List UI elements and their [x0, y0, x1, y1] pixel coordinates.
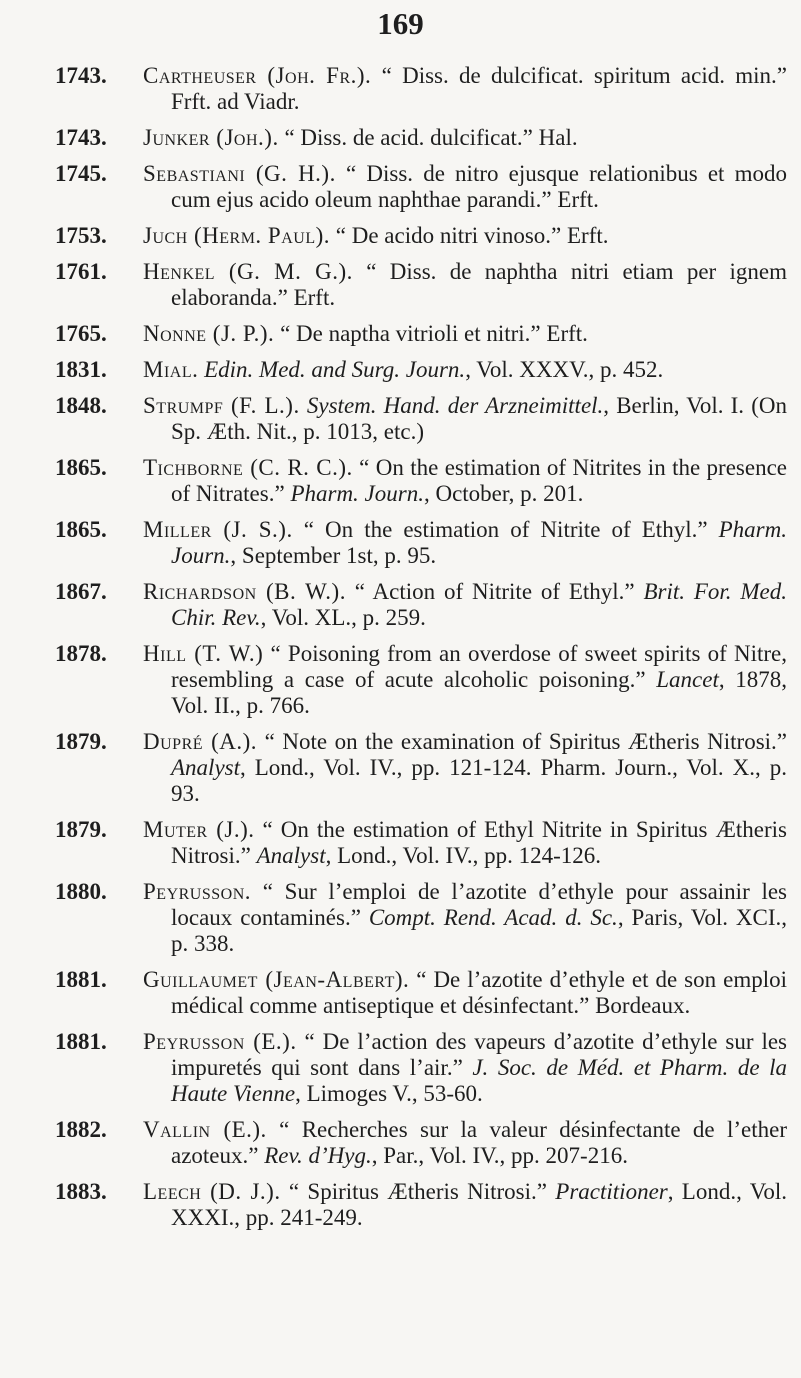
entry-journal: Pharm. Journ. [290, 481, 424, 506]
bibliography-entry [55, 967, 787, 1019]
bibliography-entry [55, 1117, 787, 1169]
entry-text [143, 223, 787, 249]
entry-author: Peyrusson. [143, 879, 252, 904]
bibliography-list [55, 63, 787, 1241]
entry-details: , September 1st, p. 95. [230, 543, 437, 568]
entry-year: 1848. [55, 393, 107, 418]
entry-year: 1878. [55, 641, 107, 666]
entry-text [143, 817, 787, 869]
entry-year: 1761. [55, 259, 107, 284]
entry-text [143, 641, 787, 719]
entry-author: Guillaumet (Jean-Albert). [143, 967, 410, 992]
entry-year: 1743. [55, 63, 107, 88]
entry-text [143, 357, 787, 383]
entry-author: Juch (Herm. Paul). [143, 223, 331, 248]
entry-details: , Vol. XL., p. 259. [260, 605, 426, 630]
entry-title: “ Spiritus Ætheris Nitrosi.” [280, 1179, 556, 1204]
bibliography-entry [55, 393, 787, 445]
bibliography-entry [55, 125, 787, 151]
entry-year: 1867. [55, 579, 107, 604]
entry-journal: Analyst [171, 755, 240, 780]
entry-author: Dupré (A.). [143, 729, 258, 754]
entry-year: 1880. [55, 879, 107, 904]
bibliography-entry [55, 729, 787, 807]
entry-title: “ Diss. de naphtha nitri etiam per ignem elaboranda.” [171, 259, 787, 310]
entry-journal: Brit. For. Med. Chir. Rev. [171, 579, 788, 630]
entry-title: “ Action of Nitrite of Ethyl.” [345, 579, 644, 604]
entry-year: 1879. [55, 817, 107, 842]
entry-details: , Berlin, Vol. I. (On Sp. Æth. Nit., p. 1013, etc.) [171, 393, 787, 444]
entry-details: Erft. [551, 187, 599, 212]
bibliography-entry [55, 63, 787, 115]
entry-details: Erft. [561, 223, 609, 248]
entry-text [143, 125, 787, 151]
bibliography-entry [55, 223, 787, 249]
entry-title: “ De l’action des vapeurs d’azotite d’ethyle sur les impuretés qui sont dans l’air.” [171, 1029, 788, 1080]
entry-journal: Lancet [656, 667, 719, 692]
entry-text [143, 321, 787, 347]
entry-text [143, 1179, 787, 1231]
entry-author: Tichborne (C. R. C.). [143, 455, 353, 480]
entry-details: , Lond., Vol. IV., pp. 124-126. [325, 843, 601, 868]
entry-text [143, 579, 787, 631]
entry-author: Junker (Joh.). [143, 125, 279, 150]
entry-details: , Par., Vol. IV., pp. 207-216. [371, 1143, 628, 1168]
entry-details: Erft. [287, 285, 336, 310]
bibliography-entry [55, 579, 787, 631]
entry-journal: Rev. d’Hyg. [264, 1143, 372, 1168]
entry-journal: J. Soc. de Méd. et Pharm. de la Haute Vienne [171, 1055, 787, 1106]
entry-text [143, 63, 787, 115]
entry-year: 1879. [55, 729, 107, 754]
entry-text [143, 1029, 787, 1107]
entry-details: , Lond., Vol. IV., pp. 121-124. Pharm. Journ., Vol. X., p. 93. [171, 755, 787, 806]
entry-author: Nonne (J. P.). [143, 321, 275, 346]
bibliography-entry [55, 879, 787, 957]
entry-year: 1745. [55, 161, 107, 186]
entry-title: “ De l’azotite d’ethyle et de son emploi médical comme antiseptique et désinfectant.” [171, 967, 787, 1018]
entry-year: 1882. [55, 1117, 107, 1142]
entry-title: “ Note on the examination of Spiritus Ætheris Nitrosi.” [257, 729, 787, 754]
entry-title: “ On the estimation of Nitrites in the presence of Nitrates.” [171, 455, 787, 506]
entry-title: “ Diss. de acid. dulcificat.” [278, 125, 533, 150]
bibliography-entry [55, 1179, 787, 1231]
bibliography-entry [55, 161, 787, 213]
entry-author: Strumpf (F. L.). [143, 393, 300, 418]
entry-text [143, 967, 787, 1019]
entry-title: “ Recherches sur la valeur désinfectante de l’ether azoteux.” [171, 1117, 787, 1168]
entry-details: , Paris, Vol. XCI., p. 338. [171, 905, 787, 956]
bibliography-entry [55, 357, 787, 383]
entry-text [143, 1117, 787, 1169]
bibliography-entry [55, 1029, 787, 1107]
entry-year: 1765. [55, 321, 107, 346]
entry-title: “ On the estimation of Ethyl Nitrite in Spiritus Ætheris Nitrosi.” [171, 817, 787, 868]
entry-title [300, 393, 307, 418]
entry-author: Leech (D. J.). [143, 1179, 281, 1204]
entry-author: Muter (J.). [143, 817, 255, 842]
entry-title: “ On the estimation of Nitrite of Ethyl.” [292, 517, 719, 542]
entry-title: “ De naptha vitrioli et nitri.” [274, 321, 541, 346]
entry-details: , 1878, Vol. II., p. 766. [171, 667, 787, 718]
entry-text [143, 259, 787, 311]
entry-text [143, 729, 787, 807]
entry-title: “ Diss. de dulcificat. spiritum acid. min.” [371, 63, 787, 88]
entry-year: 1753. [55, 223, 107, 248]
entry-author: Mial. [143, 357, 199, 382]
entry-year: 1865. [55, 455, 107, 480]
entry-author: Vallin (E.). [143, 1117, 267, 1142]
entry-journal: Practitioner [555, 1179, 668, 1204]
entry-details: , Vol. XXXV., p. 452. [465, 357, 664, 382]
entry-text [143, 517, 787, 569]
bibliography-entry [55, 817, 787, 869]
bibliography-entry [55, 641, 787, 719]
entry-details: , Lond., Vol. XXXI., pp. 241-249. [171, 1179, 788, 1230]
entry-title: “ Diss. de nitro ejusque relationibus et modo cum ejus acido oleum naphthae parandi.” [171, 161, 787, 212]
entry-details: , Limoges V., 53-60. [295, 1081, 483, 1106]
entry-journal: Analyst [256, 843, 326, 868]
entry-journal: System. Hand. der Arzneimittel. [306, 393, 604, 418]
entry-author: Peyrusson (E.). [143, 1029, 297, 1054]
bibliography-entry [55, 517, 787, 569]
entry-author: Cartheuser (Joh. Fr.). [143, 63, 372, 88]
entry-details: Hal. [532, 125, 578, 150]
entry-year: 1865. [55, 517, 107, 542]
entry-title: “ Sur l’emploi de l’azotite d’ethyle pour assainir les locaux contaminés.” [171, 879, 787, 930]
bibliography-entry [55, 259, 787, 311]
entry-title: “ De acido nitri vinoso.” [330, 223, 562, 248]
entry-author: Henkel (G. M. G.). [143, 259, 353, 284]
entry-author: Hill (T. W.) [143, 641, 264, 666]
entry-text [143, 161, 787, 213]
entry-details: , October, p. 201. [423, 481, 584, 506]
entry-author: Miller (J. S.). [143, 517, 293, 542]
entry-details: Frft. ad Viadr. [171, 89, 300, 114]
entry-author: Sebastiani (G. H.). [143, 161, 336, 186]
entry-text [143, 879, 787, 957]
entry-year: 1881. [55, 1029, 107, 1054]
entry-journal: Pharm. Journ. [171, 517, 787, 568]
bibliography-entry [55, 455, 787, 507]
entry-year: 1881. [55, 967, 107, 992]
entry-text [143, 455, 787, 507]
entry-details: Bordeaux. [589, 993, 691, 1018]
entry-year: 1831. [55, 357, 107, 382]
entry-details: Erft. [540, 321, 588, 346]
bibliography-entry [55, 321, 787, 347]
page-number: 169 [377, 6, 424, 41]
entry-journal: Compt. Rend. Acad. d. Sc. [368, 905, 618, 930]
entry-year: 1743. [55, 125, 107, 150]
entry-author: Richardson (B. W.). [143, 579, 346, 604]
entry-journal: Edin. Med. and Surg. Journ. [204, 357, 466, 382]
entry-text [143, 393, 787, 445]
entry-title: “ Poisoning from an overdose of sweet spirits of Nitre, resembling a case of acute alcoholic poisoning.” [171, 641, 788, 692]
entry-year: 1883. [55, 1179, 107, 1204]
